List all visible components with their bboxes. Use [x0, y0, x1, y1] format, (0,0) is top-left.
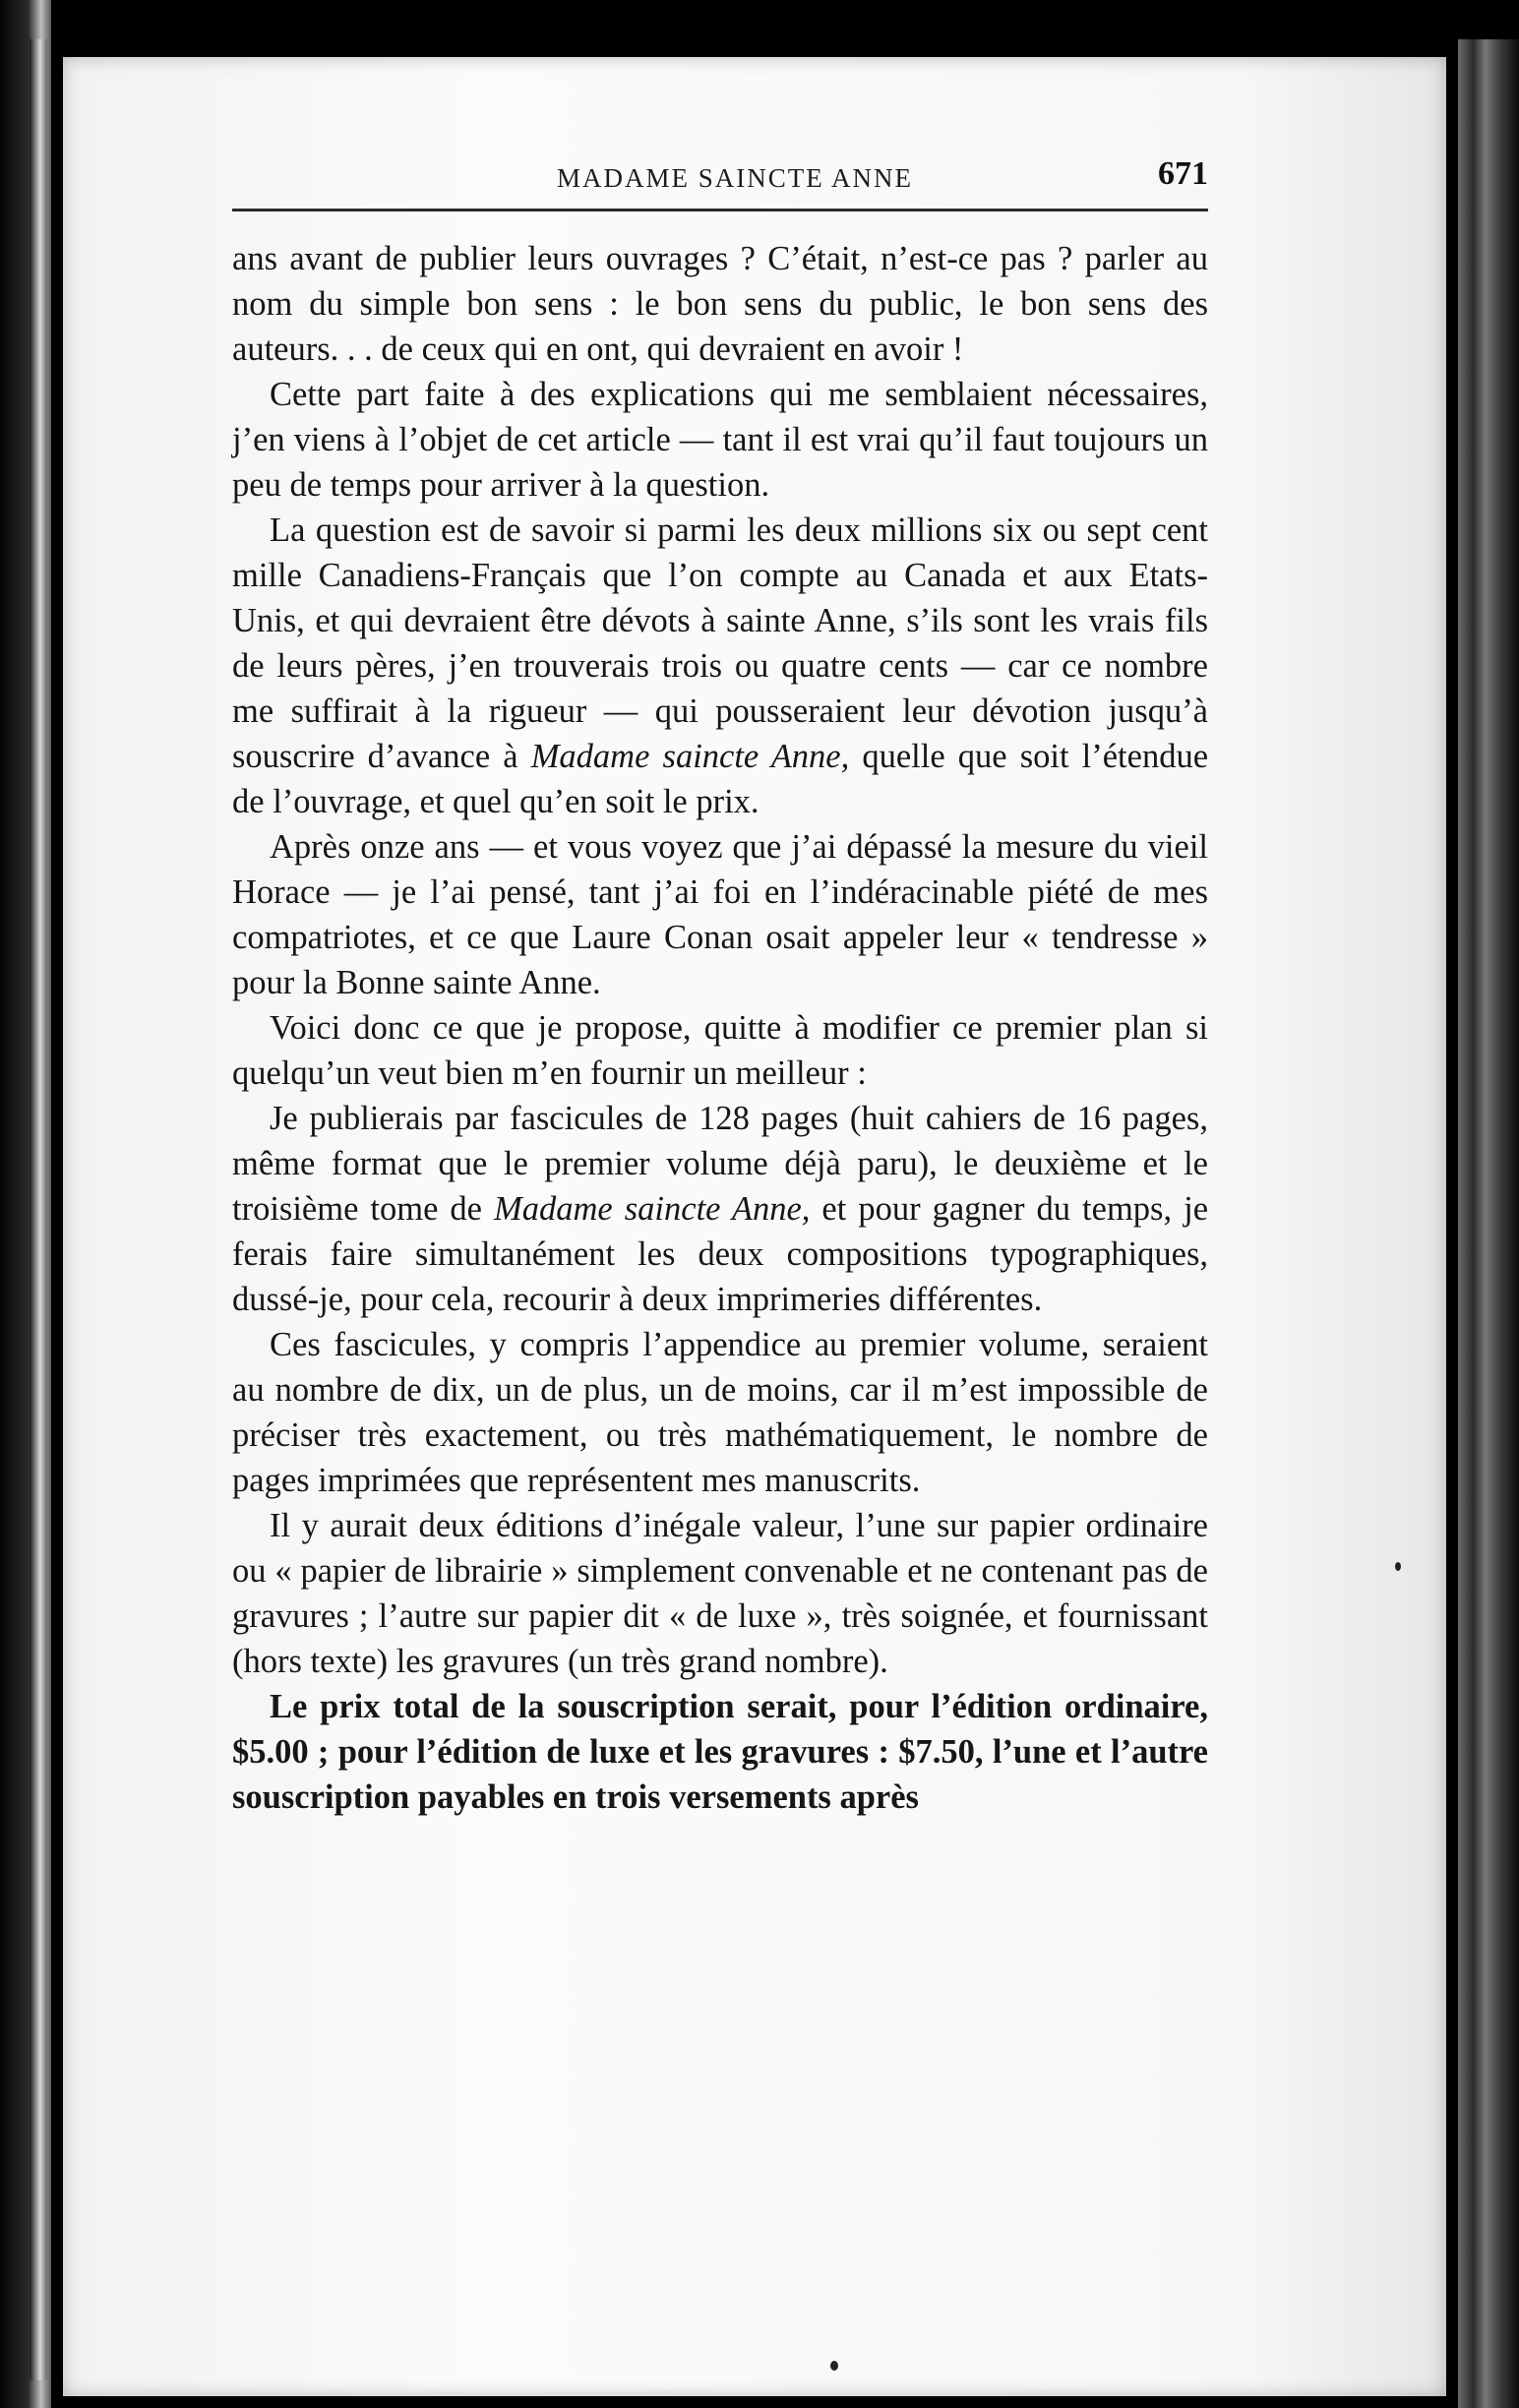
paragraph: [232, 508, 1208, 824]
page-number: 671: [1158, 155, 1208, 192]
paragraph-text: La question est de savoir si parmi les deux millions six ou sept cent mille Canadiens-Français que l’on compte au Canada et aux Etats-Unis, et qui devraient être dévots à sainte Anne, s’ils sont les vrais fils de leurs pères, j’en trouverais trois ou quatre cents — car ce nombre me suffirait à la rigueur — qui pousseraient leur dévotion jusqu’à souscrire d’avance à: [232, 512, 1208, 775]
paragraph: Cette part faite à des explications qui me semblaient nécessaires, j’en viens à l’objet de cet article — tant il est vrai qu’il faut toujours un peu de temps pour arriver à la question.: [232, 376, 1208, 504]
paragraph-text: et pour gagner du temps, je ferais faire simultanément les deux compositions typographiques, dussé-je, pour cela, recourir à deux imprimeries différentes.: [232, 1190, 1209, 1318]
paragraph: Il y aurait deux éditions d’inégale valeur, l’une sur papier ordinaire ou « papier de librairie » simplement convenable et ne contenant pas de gravures ; l’autre sur papier dit « de luxe », très soignée, et fournissant (hors texte) les gravures (un très grand nombre).: [232, 1507, 1208, 1680]
paragraph: ans avant de publier leurs ouvrages ? C’était, n’est-ce pas ? parler au nom du simple bon sens : le bon sens du public, le bon sens des auteurs. . . de ceux qui en ont, qui devraient en avoir !: [232, 240, 1208, 368]
paragraph-text: Je publierais par fascicules de 128 pages (huit cahiers de 16 pages, même format que le premier volume déjà paru), le deuxième et le troisième tome de: [232, 1100, 1208, 1228]
scan-speck: [1395, 1562, 1401, 1571]
book-right-edge: [1458, 39, 1519, 2408]
paragraph: Après onze ans — et vous voyez que j’ai dépassé la mesure du vieil Horace — je l’ai pensé, tant j’ai foi en l’indéracinable piété de mes compatriotes, et ce que Laure Conan osait appeler leur « tendresse » pour la Bonne sainte Anne.: [232, 828, 1208, 1001]
running-head: [232, 155, 1208, 201]
paragraph: Le prix total de la souscription serait, pour l’édition ordinaire, $5.00 ; pour l’édition de luxe et les gravures : $7.50, l’une et l’autre souscription payables en trois versements après: [232, 1688, 1208, 1816]
italic-title: Madame saincte Anne,: [530, 738, 850, 775]
scan-speck: [830, 2361, 838, 2371]
paragraph: Voici donc ce que je propose, quitte à modifier ce premier plan si quelqu’un veut bien m’en fournir un meilleur :: [232, 1009, 1208, 1092]
paragraph: Ces fascicules, y compris l’appendice au premier volume, seraient au nombre de dix, un de plus, un de moins, car il m’est impossible de préciser très exactement, ou très mathématiquement, le nombre de pages imprimées que représentent mes manuscrits.: [232, 1326, 1208, 1499]
running-title: MADAME SAINCTE ANNE: [557, 163, 913, 193]
paragraph-text: quelle que soit l’étendue de l’ouvrage, et quel qu’en soit le prix.: [232, 738, 1209, 820]
header-rule: [232, 209, 1208, 211]
body-text: [232, 236, 1208, 1820]
previous-page-edge: [30, 39, 47, 2380]
italic-title: Madame saincte Anne,: [494, 1190, 811, 1228]
paragraph: [232, 1096, 1208, 1322]
